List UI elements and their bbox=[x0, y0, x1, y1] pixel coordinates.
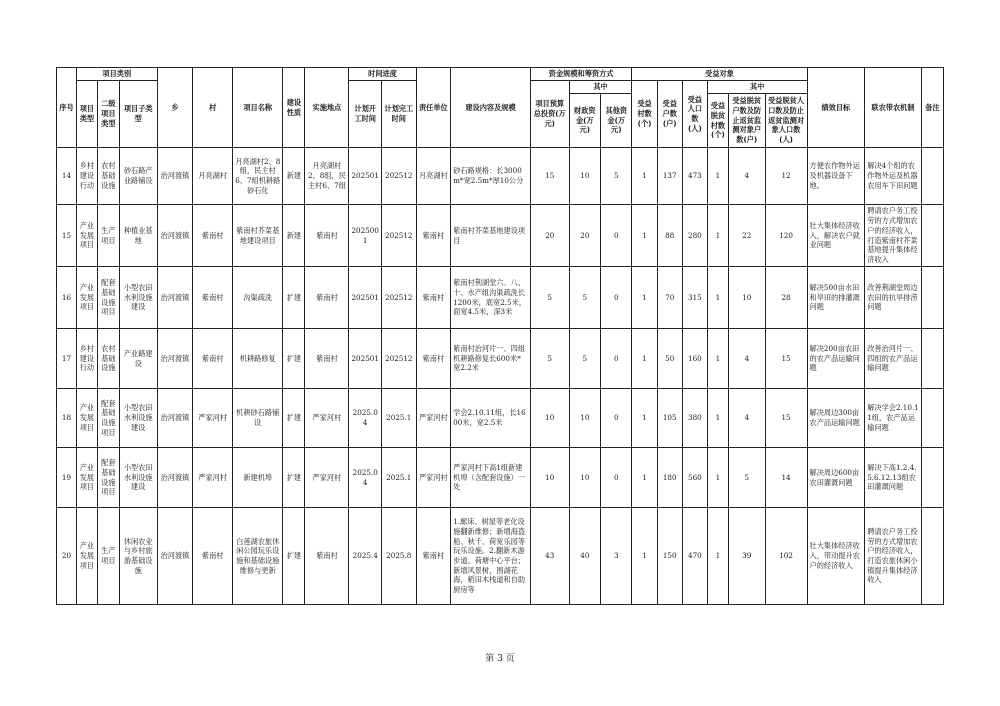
row-farmer-linkage: 改善治河片一、四组的农产品运输问题 bbox=[865, 329, 922, 389]
row-project-name: 紫南村芥菜基地建设项目 bbox=[233, 205, 283, 267]
row-budget-total: 43 bbox=[530, 508, 569, 605]
row-township: 治河渡镇 bbox=[157, 448, 193, 508]
row-planned-start: 2025.04 bbox=[349, 389, 382, 448]
row-village: 月亮湖村 bbox=[193, 148, 233, 205]
page-number: 第 3 页 bbox=[485, 654, 515, 664]
row-content-scale: 学会2.10.11组，长1600米，宽2.5米 bbox=[451, 389, 531, 448]
row-poverty-villages: 1 bbox=[707, 148, 728, 205]
row-responsible-unit: 紫南村 bbox=[416, 267, 451, 329]
row-sub-type: 砂石路产业路铺设 bbox=[119, 148, 157, 205]
row-construction-nature: 扩建 bbox=[283, 389, 305, 448]
header-benefit-households: 受益户数(户) bbox=[657, 81, 682, 148]
row-poverty-population: 15 bbox=[765, 389, 807, 448]
row-budget-total: 20 bbox=[530, 205, 569, 267]
row-poverty-households: 22 bbox=[728, 205, 765, 267]
row-township: 治河渡镇 bbox=[157, 205, 193, 267]
row-remarks bbox=[921, 389, 943, 448]
row-project-type: 产业发展项目 bbox=[76, 267, 97, 329]
row-performance-goal: 解决500亩水田和旱田的排灌溉问题 bbox=[807, 267, 865, 329]
header-village: 村 bbox=[193, 68, 233, 148]
row-location: 紫南村 bbox=[305, 329, 349, 389]
header-performance-goal: 绩效目标 bbox=[807, 68, 865, 148]
row-benefit-villages: 1 bbox=[632, 329, 657, 389]
row-remarks bbox=[921, 508, 943, 605]
row-planned-start: 202501 bbox=[349, 267, 382, 329]
row-secondary-type: 农村基础设施 bbox=[97, 148, 119, 205]
row-poverty-households: 4 bbox=[728, 389, 765, 448]
row-seq: 18 bbox=[57, 389, 77, 448]
row-budget-total: 5 bbox=[530, 267, 569, 329]
table-row bbox=[57, 329, 944, 389]
row-project-type: 产业发展项目 bbox=[76, 508, 97, 605]
row-location: 紫南村 bbox=[305, 267, 349, 329]
row-seq: 17 bbox=[57, 329, 77, 389]
row-planned-start: 2025001 bbox=[349, 205, 382, 267]
header-planned-start: 计划开工时间 bbox=[349, 81, 382, 148]
row-benefit-households: 88 bbox=[657, 205, 682, 267]
row-poverty-population: 102 bbox=[765, 508, 807, 605]
row-project-name: 机耕砂石路铺设 bbox=[233, 389, 283, 448]
row-content-scale: 紫南村治河片一、四组机耕路修复长600米*宽2.2米 bbox=[451, 329, 531, 389]
header-benefit-villages: 受益村数(个) bbox=[632, 81, 657, 148]
row-township: 治河渡镇 bbox=[157, 267, 193, 329]
row-remarks bbox=[921, 448, 943, 508]
row-fiscal-funds: 10 bbox=[569, 148, 600, 205]
row-performance-goal: 方便农作物外运及机器设备下地。 bbox=[807, 148, 865, 205]
row-planned-start: 2025.04 bbox=[349, 448, 382, 508]
row-benefit-villages: 1 bbox=[632, 267, 657, 329]
row-village: 紫南村 bbox=[193, 267, 233, 329]
header-project-name: 项目名称 bbox=[233, 68, 283, 148]
row-project-name: 白莲湖农旅休闲公园玩乐设施和基础设施维修与更新 bbox=[233, 508, 283, 605]
row-performance-goal: 解决周边300亩农产品运输问题 bbox=[807, 389, 865, 448]
table-row bbox=[57, 508, 944, 605]
row-village: 严家河村 bbox=[193, 389, 233, 448]
table-row bbox=[57, 389, 944, 448]
row-poverty-population: 12 bbox=[765, 148, 807, 205]
header-farmer-linkage: 联农带农机制 bbox=[865, 68, 922, 148]
row-project-name: 月亮湖村2、8组，民主村6、7组机耕路砂石化 bbox=[233, 148, 283, 205]
row-poverty-villages: 1 bbox=[707, 267, 728, 329]
row-secondary-type: 农村基础设施 bbox=[97, 329, 119, 389]
row-location: 紫南村 bbox=[305, 508, 349, 605]
header-content-scale: 建设内容及规模 bbox=[451, 68, 531, 148]
header-other-funds: 其他资金(万元) bbox=[601, 94, 632, 148]
row-benefit-population: 470 bbox=[682, 508, 707, 605]
row-benefit-households: 50 bbox=[657, 329, 682, 389]
row-planned-end: 202512 bbox=[381, 267, 416, 329]
row-benefit-population: 160 bbox=[682, 329, 707, 389]
row-performance-goal: 解决周边600亩农田灌溉问题 bbox=[807, 448, 865, 508]
row-planned-end: 2025.8 bbox=[381, 508, 416, 605]
row-other-funds: 0 bbox=[601, 329, 632, 389]
header-remarks: 备注 bbox=[921, 68, 943, 148]
row-seq: 20 bbox=[57, 508, 77, 605]
row-sub-type: 产业路建设 bbox=[119, 329, 157, 389]
row-other-funds: 0 bbox=[601, 389, 632, 448]
row-secondary-type: 配套基础设施项目 bbox=[97, 448, 119, 508]
row-poverty-households: 39 bbox=[728, 508, 765, 605]
row-farmer-linkage: 改善荆湖堂周边农田的抗旱排涝问题 bbox=[865, 267, 922, 329]
header-of-which-2: 其中 bbox=[707, 81, 807, 94]
row-benefit-population: 380 bbox=[682, 389, 707, 448]
header-benefit-population: 受益人口数(人) bbox=[682, 81, 707, 148]
row-responsible-unit: 紫南村 bbox=[416, 508, 451, 605]
row-location: 严家河村 bbox=[305, 389, 349, 448]
row-poverty-population: 14 bbox=[765, 448, 807, 508]
table-row bbox=[57, 267, 944, 329]
row-project-type: 产业发展项目 bbox=[76, 389, 97, 448]
row-benefit-households: 105 bbox=[657, 389, 682, 448]
row-poverty-population: 28 bbox=[765, 267, 807, 329]
row-benefit-population: 315 bbox=[682, 267, 707, 329]
header-responsible-unit: 责任单位 bbox=[416, 68, 451, 148]
row-village: 严家河村 bbox=[193, 448, 233, 508]
row-secondary-type: 生产项目 bbox=[97, 508, 119, 605]
row-sub-type: 小型农田水利设施建设 bbox=[119, 448, 157, 508]
row-township: 治河渡镇 bbox=[157, 329, 193, 389]
row-benefit-villages: 1 bbox=[632, 148, 657, 205]
row-remarks bbox=[921, 267, 943, 329]
row-other-funds: 0 bbox=[601, 267, 632, 329]
header-poverty-households: 受益脱贫户数及防止返贫监测对象户数(户) bbox=[728, 94, 765, 148]
row-performance-goal: 壮大集体经济收入，解决农户就业问题 bbox=[807, 205, 865, 267]
row-other-funds: 3 bbox=[601, 508, 632, 605]
table-row bbox=[57, 205, 944, 267]
row-seq: 19 bbox=[57, 448, 77, 508]
header-budget-total: 项目预算总投资(万元) bbox=[530, 81, 569, 148]
row-construction-nature: 新建 bbox=[283, 148, 305, 205]
row-planned-end: 2025.1 bbox=[381, 389, 416, 448]
row-other-funds: 0 bbox=[601, 205, 632, 267]
row-farmer-linkage: 解决学会2.10.11组，农产品运输问题 bbox=[865, 389, 922, 448]
row-construction-nature: 扩建 bbox=[283, 267, 305, 329]
row-farmer-linkage: 解决4个组的农作物外运及机器农用车下田问题 bbox=[865, 148, 922, 205]
row-poverty-villages: 1 bbox=[707, 389, 728, 448]
header-funding: 资金规模和筹资方式 bbox=[530, 68, 632, 81]
row-benefit-population: 560 bbox=[682, 448, 707, 508]
row-project-name: 机耕路修复 bbox=[233, 329, 283, 389]
row-benefit-villages: 1 bbox=[632, 389, 657, 448]
row-poverty-households: 10 bbox=[728, 267, 765, 329]
row-benefit-households: 70 bbox=[657, 267, 682, 329]
row-poverty-villages: 1 bbox=[707, 448, 728, 508]
project-table bbox=[56, 67, 944, 605]
row-other-funds: 5 bbox=[601, 148, 632, 205]
row-content-scale: 紫南村荆湖堂六、八、十、水产组沟渠疏洗长1200米，底宽2.5米，面宽4.5米，深3米 bbox=[451, 267, 531, 329]
row-township: 治河渡镇 bbox=[157, 508, 193, 605]
row-location: 紫南村 bbox=[305, 205, 349, 267]
row-responsible-unit: 紫南村 bbox=[416, 205, 451, 267]
row-responsible-unit: 严家河村 bbox=[416, 389, 451, 448]
row-secondary-type: 生产项目 bbox=[97, 205, 119, 267]
table-row bbox=[57, 448, 944, 508]
row-benefit-households: 150 bbox=[657, 508, 682, 605]
table-row bbox=[57, 148, 944, 205]
row-poverty-households: 4 bbox=[728, 148, 765, 205]
row-farmer-linkage: 解决下高1.2.4.5.6.12.13组农田灌溉问题 bbox=[865, 448, 922, 508]
row-poverty-villages: 1 bbox=[707, 508, 728, 605]
row-poverty-population: 120 bbox=[765, 205, 807, 267]
row-project-type: 产业发展项目 bbox=[76, 448, 97, 508]
row-responsible-unit: 严家河村 bbox=[416, 448, 451, 508]
row-poverty-villages: 1 bbox=[707, 205, 728, 267]
row-budget-total: 10 bbox=[530, 389, 569, 448]
row-location: 月亮湖村2、8组，民主村6、7组 bbox=[305, 148, 349, 205]
row-planned-end: 202512 bbox=[381, 148, 416, 205]
row-seq: 15 bbox=[57, 205, 77, 267]
row-village: 紫南村 bbox=[193, 508, 233, 605]
row-secondary-type: 配套基础设施项目 bbox=[97, 267, 119, 329]
row-project-type: 乡村建设行动 bbox=[76, 148, 97, 205]
row-budget-total: 15 bbox=[530, 148, 569, 205]
row-responsible-unit: 月亮湖村 bbox=[416, 148, 451, 205]
row-benefit-villages: 1 bbox=[632, 508, 657, 605]
row-farmer-linkage: 聘请农户务工投劳的方式增加农户的经济收入，打造紫南村芥菜基地提升集体经济收入 bbox=[865, 205, 922, 267]
header-poverty-villages: 受益脱贫村数(个) bbox=[707, 94, 728, 148]
row-budget-total: 10 bbox=[530, 448, 569, 508]
row-seq: 14 bbox=[57, 148, 77, 205]
row-poverty-households: 4 bbox=[728, 329, 765, 389]
row-benefit-households: 180 bbox=[657, 448, 682, 508]
header-project-type: 项目类型 bbox=[76, 81, 97, 148]
row-sub-type: 种植业基地 bbox=[119, 205, 157, 267]
header-construction-nature: 建设性质 bbox=[283, 68, 305, 148]
row-performance-goal: 解决200亩农田的农产品运输问题 bbox=[807, 329, 865, 389]
header-seq: 序号 bbox=[57, 68, 77, 148]
row-sub-type: 小型农田水利设施建设 bbox=[119, 267, 157, 329]
row-project-name: 沟渠疏洗 bbox=[233, 267, 283, 329]
header-township: 乡 bbox=[157, 68, 193, 148]
row-construction-nature: 扩建 bbox=[283, 508, 305, 605]
row-location: 严家河村 bbox=[305, 448, 349, 508]
header-sub-type: 项目子类型 bbox=[119, 81, 157, 148]
row-planned-end: 202512 bbox=[381, 205, 416, 267]
header-beneficiaries: 受益对象 bbox=[632, 68, 807, 81]
row-planned-end: 202512 bbox=[381, 329, 416, 389]
row-farmer-linkage: 聘请农户务工投劳的方式增加农户的经济收入，打造农旅休闲小镇提升集体经济收入 bbox=[865, 508, 922, 605]
row-project-type: 乡村建设行动 bbox=[76, 329, 97, 389]
row-construction-nature: 扩建 bbox=[283, 448, 305, 508]
row-poverty-villages: 1 bbox=[707, 329, 728, 389]
row-planned-start: 2025.4 bbox=[349, 508, 382, 605]
row-construction-nature: 新建 bbox=[283, 205, 305, 267]
row-benefit-population: 280 bbox=[682, 205, 707, 267]
row-benefit-households: 137 bbox=[657, 148, 682, 205]
row-benefit-villages: 1 bbox=[632, 205, 657, 267]
header-fiscal-funds: 财政资金(万元) bbox=[569, 94, 600, 148]
header-secondary-type: 二级项目类型 bbox=[97, 81, 119, 148]
row-remarks bbox=[921, 148, 943, 205]
row-content-scale: 严家河村下高1组新建机埠（含配套设施）一处 bbox=[451, 448, 531, 508]
row-secondary-type: 配套基础设施项目 bbox=[97, 389, 119, 448]
row-village: 紫南村 bbox=[193, 329, 233, 389]
row-other-funds: 0 bbox=[601, 448, 632, 508]
row-fiscal-funds: 20 bbox=[569, 205, 600, 267]
row-sub-type: 小型农田水利设施建设 bbox=[119, 389, 157, 448]
header-location: 实施地点 bbox=[305, 68, 349, 148]
header-of-which: 其中 bbox=[569, 81, 632, 94]
table-body bbox=[57, 148, 944, 605]
row-fiscal-funds: 10 bbox=[569, 389, 600, 448]
row-village: 紫南村 bbox=[193, 205, 233, 267]
row-township: 治河渡镇 bbox=[157, 389, 193, 448]
row-benefit-population: 473 bbox=[682, 148, 707, 205]
header-poverty-population: 受益脱贫人口数及防止返贫监测对象人口数(人) bbox=[765, 94, 807, 148]
row-planned-start: 202501 bbox=[349, 148, 382, 205]
header-planned-end: 计划完工时间 bbox=[381, 81, 416, 148]
row-poverty-households: 5 bbox=[728, 448, 765, 508]
row-remarks bbox=[921, 205, 943, 267]
row-fiscal-funds: 5 bbox=[569, 267, 600, 329]
row-planned-end: 2025.1 bbox=[381, 448, 416, 508]
row-planned-start: 202501 bbox=[349, 329, 382, 389]
row-performance-goal: 壮大集体经济收入，带动提升农户的经济收入 bbox=[807, 508, 865, 605]
header-time-progress: 时间进度 bbox=[349, 68, 416, 81]
row-poverty-population: 15 bbox=[765, 329, 807, 389]
row-benefit-villages: 1 bbox=[632, 448, 657, 508]
row-project-name: 新建机埠 bbox=[233, 448, 283, 508]
row-remarks bbox=[921, 329, 943, 389]
header-project-category: 项目类别 bbox=[76, 68, 157, 81]
row-content-scale: 砂石路规格：长3000m*宽2.5m*厚10公分 bbox=[451, 148, 531, 205]
row-fiscal-funds: 10 bbox=[569, 448, 600, 508]
row-seq: 16 bbox=[57, 267, 77, 329]
row-fiscal-funds: 40 bbox=[569, 508, 600, 605]
row-sub-type: 休闲农业与乡村旅游基础设施 bbox=[119, 508, 157, 605]
row-responsible-unit: 紫南村 bbox=[416, 329, 451, 389]
row-township: 治河渡镇 bbox=[157, 148, 193, 205]
row-fiscal-funds: 5 bbox=[569, 329, 600, 389]
row-content-scale: 紫南村芥菜基地建设项目 bbox=[451, 205, 531, 267]
row-project-type: 产业发展项目 bbox=[76, 205, 97, 267]
row-content-scale: 1.廊床、树屋等老化设施翻新维修；新增海盗船、秋千、荷宽乐园等玩乐设施。2.翻新木游步道、荷塘中心平台；新增风景树，围湖花海，稻田木栈道和自助厨房等 bbox=[451, 508, 531, 605]
row-budget-total: 5 bbox=[530, 329, 569, 389]
row-construction-nature: 扩建 bbox=[283, 329, 305, 389]
